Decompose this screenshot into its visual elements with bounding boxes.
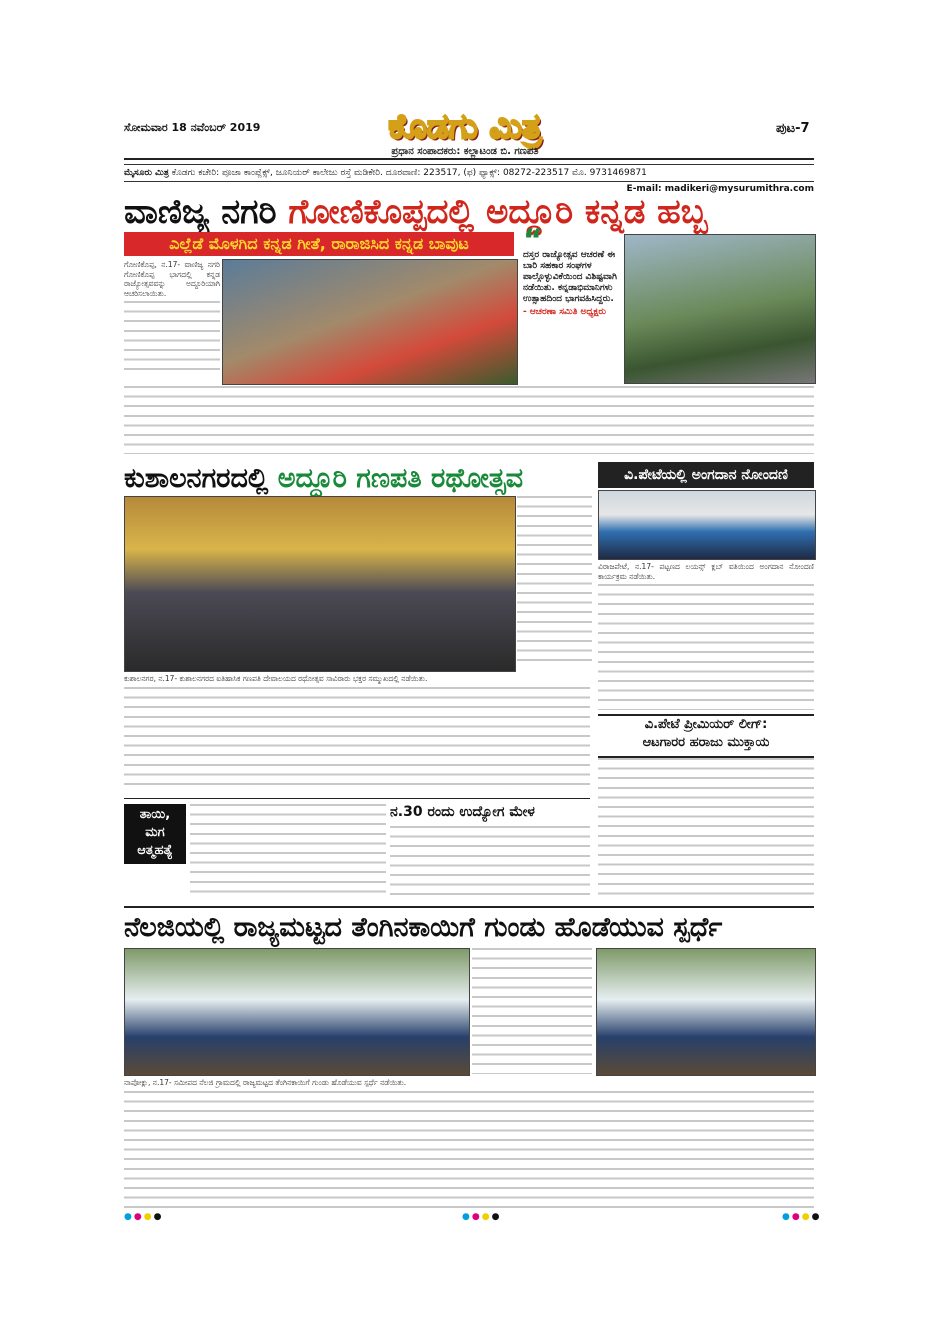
- sidebar-photo-group: [598, 490, 816, 560]
- registration-dots-right: ●●●●: [782, 1212, 822, 1222]
- story1-pull-quote: [523, 223, 619, 382]
- story3-body: [124, 1078, 814, 1220]
- story1-photo-dancers: [624, 234, 816, 384]
- tag-line-2: ಮಗ: [145, 825, 165, 840]
- premier-league-body: [598, 758, 814, 900]
- premier-league-title-1: ವಿ.ಪೇಟೆ ಪ್ರೀಮಿಯರ್ ಲೀಗ್:: [644, 717, 768, 732]
- story2-body-right: [517, 496, 592, 671]
- story1-deck: ಎಲ್ಲೆಡೆ ಮೊಳಗಿದ ಕನ್ನಡ ಗೀತೆ, ರಾರಾಜಿಸಿದ ಕನ್ನಡ ಬಾವುಟ: [124, 232, 514, 256]
- info-bar-lead: ಮೈಸೂರು ಮಿತ್ರ: [124, 168, 169, 178]
- story3-headline: ನೆಲಜಿಯಲ್ಲಿ ರಾಜ್ಯಮಟ್ಟದ ತೆಂಗಿನಕಾಯಿಗೆ ಗುಂಡು ಹೊಡೆಯುವ ಸ್ಪರ್ಧೆ: [124, 906, 814, 948]
- story3-text-lines: [124, 1091, 814, 1215]
- suicide-brief-tag: [124, 804, 186, 864]
- story1-headline: [124, 190, 814, 234]
- tag-line-1: ತಾಯಿ,: [139, 807, 171, 822]
- story1-photo-children: [222, 259, 518, 385]
- story1-headline-part-b: ಗೋಣಿಕೊಪ್ಪದಲ್ಲಿ ಅದ್ದೂರಿ ಕನ್ನಡ ಹಬ್ಬ: [288, 192, 708, 232]
- sidebar-headline: ವಿ.ಪೇಟೆಯಲ್ಲಿ ಅಂಗದಾನ ನೋಂದಣಿ: [598, 462, 814, 488]
- story3-photo-shooting: [124, 948, 470, 1076]
- story1-headline-part-a: ವಾಣಿಜ್ಯ ನಗರಿ: [124, 192, 289, 232]
- story2-text-lines-right: [517, 496, 592, 666]
- story1-body-col1: [124, 260, 220, 378]
- story1-body-lower: [124, 386, 814, 454]
- editor-line: ಪ್ರಧಾನ ಸಂಪಾದಕರು: ಕಲ್ಲಾಟಂಡ ಬಿ. ಗಣಪತಿ: [391, 146, 539, 157]
- story2-text-lines: [124, 687, 590, 787]
- story1-quote-text: ದಸ್ತರ ರಾಜ್ಯೋತ್ಸವ ಆಚರಣೆ ಈ ಬಾರಿ ಸಹಕಾರ ಸಂಘಗಳ ಪಾಲ್ಗೊಳ್ಳುವಿಕೆಯಿಂದ ವಿಶಿಷ್ಟವಾಗಿ ನಡೆಯಿತು. ಕನ್ನಡಾಭಿಮಾನಿಗಳು ಉತ್ಸಾಹದಿಂದ ಭಾಗವಹಿಸಿದ್ದರು.: [523, 250, 617, 304]
- info-bar-email: E-mail: madikeri@mysurumithra.com: [626, 184, 814, 194]
- masthead: [360, 108, 570, 157]
- story1-lead-text: ಗೋಣಿಕೊಪ್ಪ, ನ.17- ವಾಣಿಜ್ಯ ನಗರಿ ಗೋಣಿಕೊಪ್ಪ ಭಾಗದಲ್ಲಿ ಕನ್ನಡ ರಾಜ್ಯೋತ್ಸವವನ್ನು ಅದ್ದೂರಿಯಾಗಿ ಆಚರಿಸಲಾಯಿತು.: [124, 260, 220, 298]
- story2-headline-part-a: ಕುಶಾಲನಗರದಲ್ಲಿ: [124, 463, 278, 494]
- info-bar-address: ಕೊಡಗು ಕಚೇರಿ: ಪೂಜಾ ಕಾಂಪ್ಲೆಕ್ಸ್, ಜೂನಿಯರ್ ಕಾಲೇಜು ರಸ್ತೆ ಮಡಿಕೇರಿ. ದೂರವಾಣಿ: 223517, (ಫ) ಫ್ಯಾಕ್ಸ್: 08272-223517 ಮೊ. 9731469871: [171, 168, 647, 178]
- briefs-rule: [124, 798, 590, 799]
- info-bar: [124, 164, 814, 194]
- story2-headline: [124, 462, 591, 496]
- sidebar-lead-text: ವಿರಾಜಪೇಟೆ, ನ.17- ಪಟ್ಟಣದ ಲಯನ್ಸ್ ಕ್ಲಬ್ ವತಿಯಿಂದ ಅಂಗದಾನ ನೋಂದಣಿ ಕಾರ್ಯಕ್ರಮ ನಡೆಯಿತು.: [598, 562, 814, 581]
- quote-mark-icon: “: [523, 223, 543, 258]
- tag-line-3: ಆತ್ಮಹತ್ಯೆ: [137, 843, 173, 858]
- story2-lead-text: ಕುಶಾಲನಗರ, ನ.17- ಕುಶಾಲನಗರದ ಐತಿಹಾಸಿಕ ಗಣಪತಿ ದೇವಾಲಯದ ರಥೋತ್ಸವ ಸಾವಿರಾರು ಭಕ್ತರ ಸಮ್ಮುಖದಲ್ಲಿ ನಡೆಯಿತು.: [124, 674, 428, 683]
- registration-dots-center: ●●●●: [462, 1212, 502, 1222]
- premier-league-headline: [598, 714, 814, 758]
- story3-body-middle: [472, 948, 592, 1074]
- premier-league-title-2: ಆಟಗಾರರ ಹರಾಜು ಮುಕ್ತಾಯ: [642, 735, 770, 750]
- story1-quote-by: - ಆಚರಣಾ ಸಮಿತಿ ಅಧ್ಯಕ್ಷರು: [523, 307, 606, 317]
- job-fair-headline: ನ.30 ರಂದು ಉದ್ಯೋಗ ಮೇಳ: [390, 804, 535, 820]
- sidebar-body: [598, 562, 814, 710]
- suicide-brief-body: [190, 804, 386, 896]
- story3-photo-prize: [596, 948, 816, 1076]
- story2-body: [124, 674, 590, 794]
- header-rule: [124, 158, 814, 160]
- page-date: ಸೋಮವಾರ 18 ನವೆಂಬರ್ 2019: [124, 121, 261, 134]
- story3-lead-text: ನಾಪೋಕ್ಲು, ನ.17- ಸಮೀಪದ ನೆಲಜಿ ಗ್ರಾಮದಲ್ಲಿ ರಾಜ್ಯಮಟ್ಟದ ತೆಂಗಿನಕಾಯಿಗೆ ಗುಂಡು ಹೊಡೆಯುವ ಸ್ಪರ್ಧೆ ನಡೆಯಿತು.: [124, 1078, 407, 1087]
- story2-photo-chariot: [124, 496, 516, 672]
- story1-text-lines: [124, 301, 220, 371]
- page-number: ಪುಟ-7: [776, 121, 810, 136]
- sidebar-text-lines: [598, 584, 814, 710]
- story2-headline-part-b: ಅದ್ದೂರಿ ಗಣಪತಿ ರಥೋತ್ಸವ: [277, 463, 524, 494]
- masthead-logo: ಕೊಡಗು ಮಿತ್ರ: [388, 107, 542, 147]
- registration-dots-left: ●●●●: [124, 1212, 164, 1222]
- job-fair-body: [390, 826, 590, 896]
